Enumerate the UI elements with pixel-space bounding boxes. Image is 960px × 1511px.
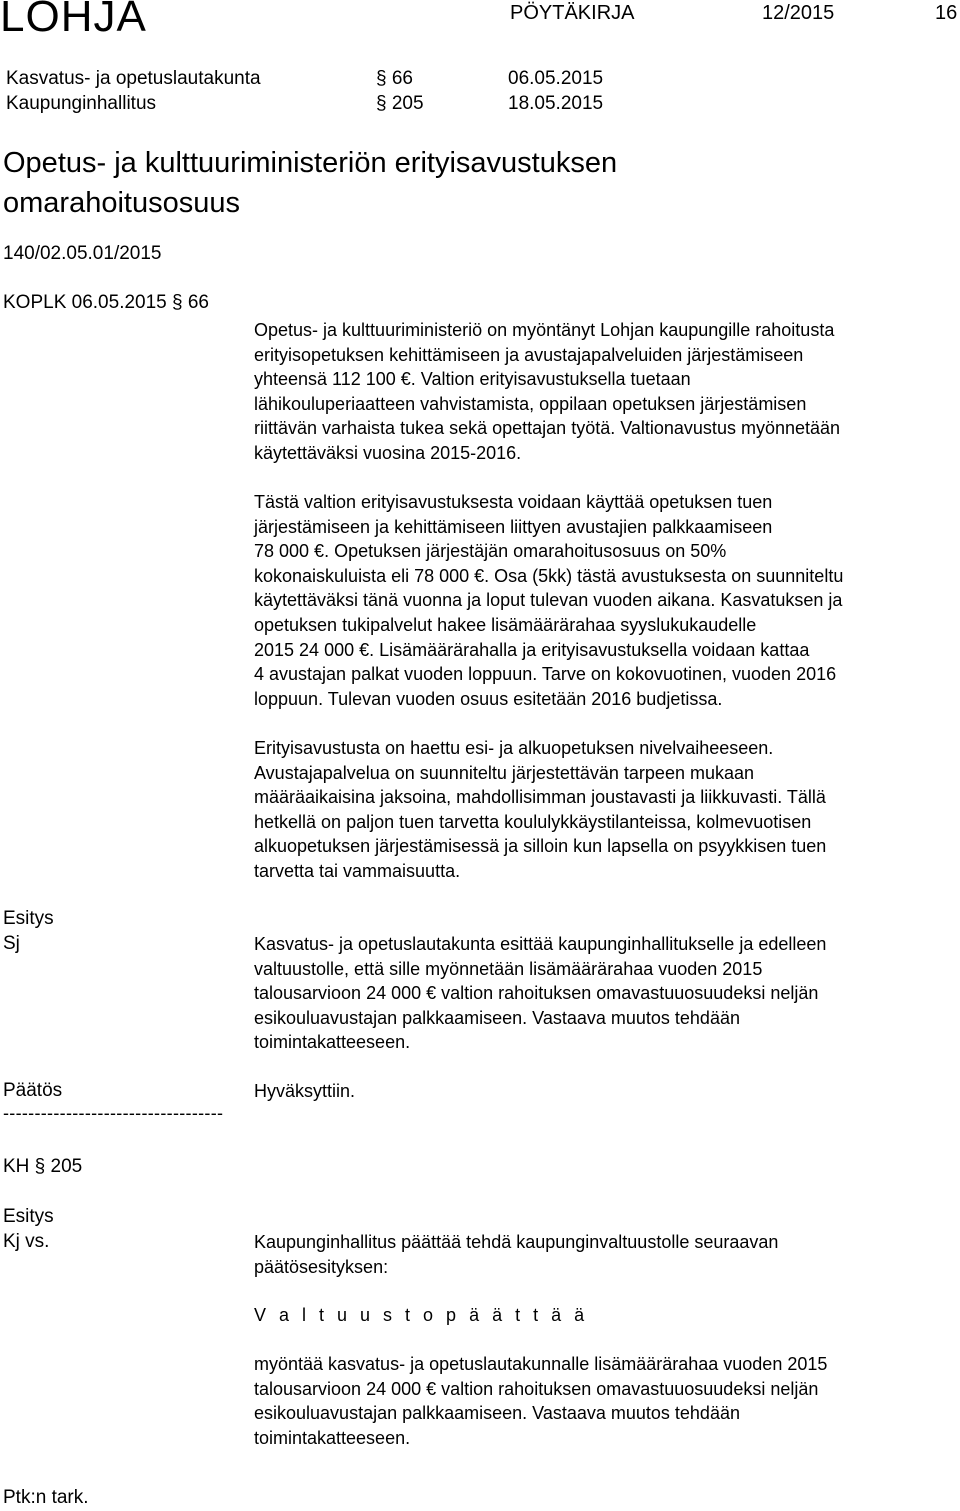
reference-body: Kasvatus- ja opetuslautakunta bbox=[6, 68, 261, 89]
proposal-label: Esitys bbox=[3, 908, 54, 929]
body-paragraph: Tästä valtion erityisavustuksesta voidaan käyttää opetuksen tuen järjestämiseen ja kehittämiseen liittyen avustajien palkkaamiseen 78 000 €. Opetuksen järjestäjän omarahoitusosuus on 50% kokonaiskuluista eli 78 000 €. Osa (5kk) tästä avustuksesta on suunniteltu käytettäväksi tänä vuonna ja loput tulevan vuoden aikana. Kasvatuksen ja opetuksen tukipalvelut hakee lisämäärärahaa syyslukukaudelle 2015 24 000 €. Lisämäärärahalla ja erityisavustuksella voidaan kattaa 4 avustajan palkat vuoden loppuun. Tarve on kokovuotinen, vuoden 2016 loppuun. Tulevan vuoden osuus esitetään 2016 budjetissa. bbox=[254, 492, 844, 709]
reference-body: Kaupunginhallitus bbox=[6, 93, 157, 114]
page-number: 16 bbox=[935, 2, 958, 24]
council-decides-heading: V a l t u u s t o p ä ä t t ä ä bbox=[254, 1305, 589, 1325]
body-paragraph: Opetus- ja kulttuuriministeriö on myöntänyt Lohjan kaupungille rahoitusta erityisopetuksen kehittämiseen ja avustajapalveluiden järjestämiseen yhteensä 112 100 €. Valtion erityisavustuksella tuetaan lähikouluperiaatteen vahvistamista, oppilaan opetuksen järjestämisen riittävän varhaista tukea sekä opettajan työtä. Valtionavustus myönnetään käytettäväksi vuosina 2015-2016. bbox=[254, 320, 841, 463]
kh-proposal-text: Kaupunginhallitus päättää tehdä kaupunginvaltuustolle seuraavan päätösesityksen: bbox=[254, 1232, 779, 1277]
kopl-section-label: KOPLK 06.05.2015 § 66 bbox=[3, 292, 209, 313]
kh-proposal-label: Esitys bbox=[3, 1206, 54, 1227]
city-logo: LOHJA bbox=[0, 0, 147, 41]
decision-text: Hyväksyttiin. bbox=[254, 1081, 356, 1101]
reference-section: § 66 bbox=[376, 68, 413, 89]
proposal-text: Kasvatus- ja opetuslautakunta esittää kaupunginhallitukselle ja edelleen valtuustolle, että sille myönnetään lisämäärärahaa vuoden 2015 talousarvioon 24 000 € valtion rahoituksen omavastuuosuudeksi neljän esikouluavustajan palkkaamiseen. Vastaava muutos tehdään toimintakatteeseen. bbox=[254, 934, 827, 1053]
decision-label: Päätös bbox=[3, 1080, 63, 1101]
reference-date: 06.05.2015 bbox=[508, 68, 604, 89]
body-paragraph: Erityisavustusta on haettu esi- ja alkuopetuksen nivelvaiheeseen. Avustajapalvelua on suunniteltu järjestettävän tarpeen mukaan määräaikaisina jaksoina, mahdollisimman joustavasti ja liikkuvasti. Tällä hetkellä on paljon tuen tarvetta koululykkäystilanteissa, kolmevuotisen alkuopetuksen järjestämisessä ja silloin kun lapsella on psyykkisen tuen tarvetta tai vammaisuutta. bbox=[254, 738, 827, 881]
case-number: 140/02.05.01/2015 bbox=[3, 243, 162, 264]
issue-number: 12/2015 bbox=[762, 2, 835, 24]
kh-section-label: KH § 205 bbox=[3, 1156, 83, 1177]
section-divider: ----------------------------------- bbox=[3, 1103, 224, 1123]
minutes-checker-label: Ptk:n tark. bbox=[3, 1487, 89, 1508]
reference-date: 18.05.2015 bbox=[508, 93, 604, 114]
proposer-label: Sj bbox=[3, 933, 20, 954]
reference-section: § 205 bbox=[376, 93, 424, 114]
document-type: PÖYTÄKIRJA bbox=[510, 2, 635, 24]
council-decision-text: myöntää kasvatus- ja opetuslautakunnalle lisämäärärahaa vuoden 2015 talousarvioon 24 000 € valtion rahoituksen omavastuuosuudeksi neljän esikouluavustajan palkkaamiseen. Vastaava muutos tehdään toimintakatteeseen. bbox=[254, 1354, 828, 1448]
kh-proposer-label: Kj vs. bbox=[3, 1231, 50, 1252]
page-title: Opetus- ja kulttuuriministeriön erityisavustuksen omarahoitusosuus bbox=[3, 147, 618, 219]
